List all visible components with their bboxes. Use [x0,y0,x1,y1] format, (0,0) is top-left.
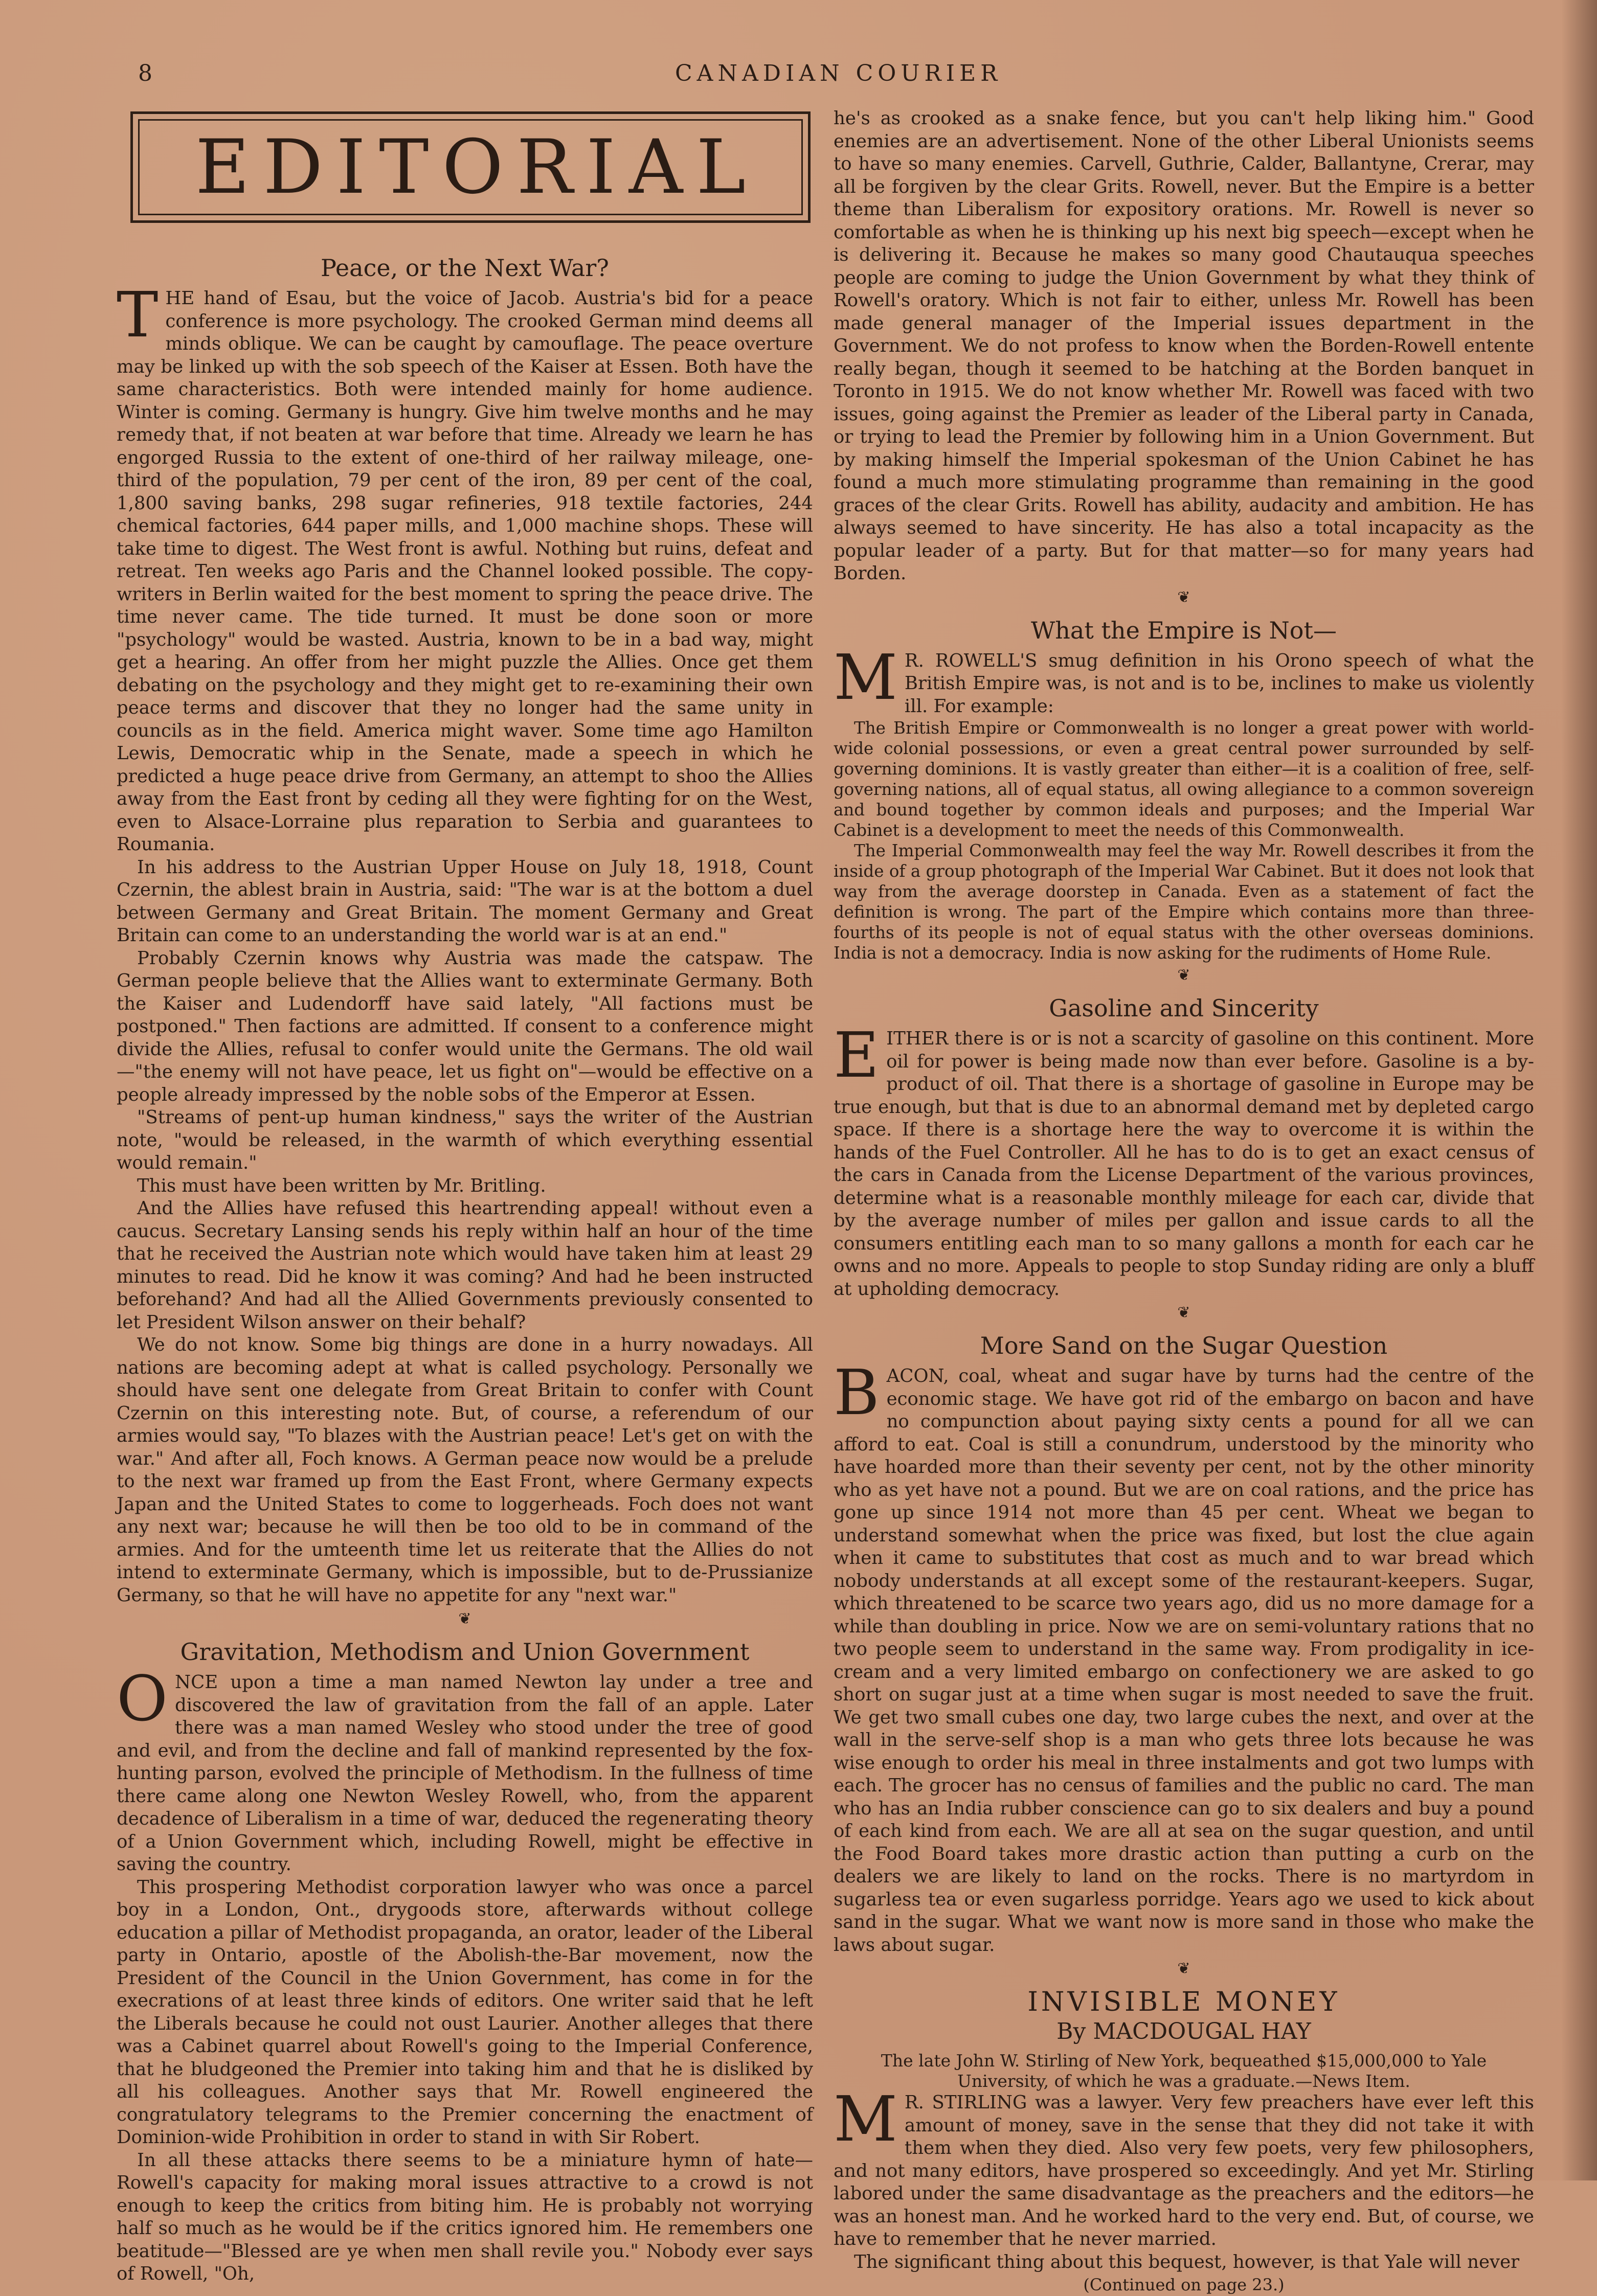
article-byline: By MACDOUGAL HAY [1056,2018,1311,2044]
article-paragraph: This prospering Methodist corporation lawyer who was once a parcel boy in a London, Ont., drygoods store, afterwards without college education a pillar of Methodist propaganda, an orator, leader of the Liberal party in Ontario, apostle of the Abolish-the-Bar movement, now the President of the Council in the Union Government, has come in for the execrations of at least three kinds of editors. One writer said that he left the Liberals because he could not oust Laurier. Another alleges that there was a Cabinet quarrel about Rowell's going to the Imperial Conference, that he bludgeoned the Premier into taking him and that he is disliked by all his colleagues. Another says that Mr. Rowell engineered the congratulatory telegrams to the Premier concerning the enactment of Dominion-wide Prohibition in order to stand in with Sir Robert. [117,1876,813,2148]
quoted-paragraph: The Imperial Commonwealth may feel the way Mr. Rowell describes it from the inside of a group photograph of the Imperial War Cabinet. But it does not look that way from the average doorstep in Canada. Even as a statement of fact the definition is wrong. The part of the Empire which contains more than three-fourths of its people is not of equal status with the other overseas dominions. India is not a democracy. India is now asking for the rudiments of Home Rule. [834,841,1534,963]
editorial-masthead [130,111,811,223]
article-paragraph: This must have been written by Mr. Britling. [137,1175,546,1196]
article-title-sugar: More Sand on the Sugar Question [980,1332,1388,1359]
fleuron-ornament-icon: ❦ [1177,1960,1190,1977]
right-column [834,107,1534,2296]
fleuron-ornament-icon: ❦ [458,1610,471,1628]
article-paragraph: The significant thing about this bequest, however, is that Yale will never [854,2251,1520,2272]
article-paragraph: THE hand of Esau, but the voice of Jacob. Austria's bid for a peace conference is more psychology. The crooked German mind deems all minds oblique. We can be caught by camouflage. The peace overture may be linked up with the sob speech of the Kaiser at Essen. Both have the same characteristics. Both were intended mainly for home audience. Winter is coming. Germany is hungry. Give him twelve months and he may remedy that, if not beaten at war before that time. Already we learn he has engorged Russia to the extent of one-third of her railway mileage, one-third of the population, 79 per cent of the iron, 89 per cent of the coal, 1,800 saving banks, 298 sugar refineries, 918 textile factories, 244 chemical factories, 644 paper mills, and 1,000 machine shops. These will take time to digest. The West front is awful. Nothing but ruins, defeat and retreat. Ten weeks ago Paris and the Channel looked possible. The copy-writers in Berlin waited for the best moment to spring the peace drive. The time never came. The tide turned. It must be done soon or more "psychology" would be wasted. Austria, known to be in a bad way, might get a hearing. An offer from her might puzzle the Allies. Once get them debating on the psychology and they might get to re-examining their own peace terms and discover that they no longer had the same unity in councils as in the field. America might waver. Some time ago Hamilton Lewis, Democratic whip in the Senate, made a speech in which he predicted a huge peace drive from Germany, an attempt to shoo the Allies away from the East front by ceding all they were fighting for on the West, even to Alsace-Lorraine plus reparation to Serbia and guarantees to Roumania. [117,279,813,855]
article-title-empire: What the Empire is Not— [1031,616,1337,644]
article-paragraph: ONCE upon a time a man named Newton lay under a tree and discovered the law of gravitation from the fall of an apple. Later there was a man named Wesley who stood under the tree of good and evil, and from the decline and fall of mankind represented by the fox-hunting parson, evolved the principle of Methodism. In the fullness of time there came along one Newton Wesley Rowell, who, from the apparent decadence of Liberalism in a time of war, deduced the regenerating theory of a Union Government which, including Rowell, might be effective in saving the country. [117,1663,813,1875]
quoted-paragraph: The British Empire or Commonwealth is no longer a great power with world-wide colonial possessions, or even a great central power surrounded by self-governing dominions. It is vastly greater than either—it is a coalition of free, self-governing nations, all of equal status, all owing allegiance to a common sovereign and bound together by common ideals and purposes; and the Imperial War Cabinet is a development to meet the needs of this Commonwealth. [834,718,1534,840]
publication-title: CANADIAN COURIER [675,60,1002,86]
continuation-note: (Continued on page 23.) [1083,2275,1285,2294]
article-paragraph: In all these attacks there seems to be a miniature hymn of hate—Rowell's capacity for making moral issues attractive to a crowd is not enough to keep the critics from biting him. He is probably not worrying half so much as he would be if the critics ignored him. He remembers one beatitude—"Blessed are ye when men shall revile you." Nobody ever says of Rowell, "Oh, [117,2149,813,2284]
article-paragraph: And the Allies have refused this heartrending appeal! without even a caucus. Secretary Lansing sends his reply within half an hour of the time that he received the Austrian note which would have taken him at least 29 minutes to read. Did he know it was coming? And had he been instructed beforehand? And had all the Allied Governments previously consented to let President Wilson answer on their behalf? [117,1198,813,1333]
article-title-invisible-money: INVISIBLE MONEY [1027,1987,1340,2017]
article-paragraph: We do not know. Some big things are done in a hurry nowadays. All nations are becoming adept at what is called psychology. Personally we should have sent one delegate from Great Britain to confer with Count Czernin on this interesting note. But, of course, a referendum of our armies would say, "To blazes with the Austrian peace! Let's get on with the war." And after all, Foch knows. A German peace now would be a prelude to the next war framed up from the East Front, where Germany expects Japan and the United States to come to loggerheads. Foch does not want any next war; because he will then be too old to be in command of the armies. And for the umteenth time let us reiterate that the Allies do not intend to exterminate Germany, which is impossible, but to de-Prussianize Germany, so that he will have no appetite for any "next war." [117,1334,813,1606]
article-paragraph: EITHER there is or is not a scarcity of gasoline on this continent. More oil for power is being made now than ever before. Gasoline is a by-product of oil. That there is a shortage of gasoline in Europe may be true enough, but that is due to an abnormal demand met by depleted cargo space. If there is a shortage here the way to overcome it is within the hands of the Fuel Controller. All he has to do is to get an exact census of the cars in Canada from the License Department of the various provinces, determine what is a reasonable monthly mileage for each car, divide that by the average number of miles per gallon and issue cards to all the consumers entitling each man to so many gallons a month for each car he owns and no more. Appeals to people to stop Sunday riding are only a bluff at upholding democracy. [834,1019,1534,1300]
masthead-inner-frame [138,119,803,215]
page-edge-shadow [1561,0,1597,2180]
article-title-gasoline: Gasoline and Sincerity [1049,994,1319,1022]
article-paragraph: MR. ROWELL'S smug definition in his Orono speech of what the British Empire was, is not and is to be, inclines to make us violently ill. For example: [834,641,1534,717]
article-paragraph: "Streams of pent-up human kindness," says the writer of the Austrian note, "would be released, in the warmth of which everything essential would remain." [117,1107,813,1173]
page-number: 8 [138,60,153,86]
article-title-peace: Peace, or the Next War? [321,254,609,282]
fleuron-ornament-icon: ❦ [1177,588,1190,606]
news-item-note: The late John W. Stirling of New York, bequeathed $15,000,000 to Yale University, of which he was a graduate.—News Item. [881,2051,1487,2091]
masthead-title: EDITORIAL [195,124,759,211]
fleuron-ornament-icon: ❦ [1177,1304,1190,1322]
article-paragraph: BACON, coal, wheat and sugar have by turns had the centre of the economic stage. We have got rid of the embargo on bacon and have no compunction about paying sixty cents a pound for all we can afford to eat. Coal is still a conundrum, understood by the minority who have hoarded more than their seventy per cent, not by the other minority who as yet have not a pound. But we are on coal rations, and the price has gone up since 1914 not more than 45 per cent. Wheat we began to understand somewhat when the price was fixed, but lost the clue again when it came to substitutes that cost as much and to war bread which nobody understands at all except some of the restaurant-keepers. Sugar, which threatened to be scarce two years ago, did us no more damage for a while than doubling in price. Now we are on semi-voluntary rations that no two people seem to understand in the same way. From prodigality in ice-cream and a very limited embargo on confectionery we are asked to go short on sugar just at a time when sugar is most needed to save the fruit. We get two small cubes one day, two large cubes the next, and over at the wall in the serve-self shop is a man who gets three lots because he was wise enough to order his meal in three instalments and got two lumps with each. The grocer has no census of families and the public no card. The man who has an India rubber conscience can go to six dealers and buy a pound of each kind from each. We are all at sea on the sugar question, and until the Food Board takes more drastic action than putting a curb on the dealers we are likely to land on the rocks. There is no martyrdom in sugarless tea or even sugarless porridge. Years ago we used to kick about sand in the sugar. What we want now is more sand in those who make the laws about sugar. [834,1356,1534,1956]
fleuron-ornament-icon: ❦ [1177,966,1190,984]
article-paragraph: he's as crooked as a snake fence, but you can't help liking him." Good enemies are an advertisement. None of the other Liberal Unionists seems to have so many enemies. Carvell, Guthrie, Calder, Ballantyne, Crerar, may all be forgiven by the clear Grits. Rowell, never. But the Empire is a better theme than Liberalism for expository orations. Mr. Rowell is never so comfortable as when he is thinking up his next big speech—except when he is delivering it. Because he makes so many good Chautauqua speeches people are coming to judge the Union Government by what they think of Rowell's oratory. Which is not fair to either, unless Mr. Rowell has been made general manager of the Imperial issues department in the Government. We do not profess to know when the Borden-Rowell entente really began, though it seemed to be hatching at the Borden banquet in Toronto in 1915. We do not know whether Mr. Rowell was faced with two issues, going against the Premier as leader of the Liberal party in Canada, or trying to lead the Premier by following him in a Union Government. But by making himself the Imperial spokesman of the Union Cabinet he has found a much more stimulating programme than remaining in the good graces of the clear Grits. Rowell has ability, audacity and ambition. He has always seemed to have sincerity. He has also a total incapacity as the popular leader of a party. But for that matter—so for many years had Borden. [834,108,1534,584]
article-paragraph: MR. STIRLING was a lawyer. Very few preachers have ever left this amount of money, save in the sense that they did not take it with them when they died. Also very few poets, very few philosophers, and not many editors, have prospered so exceedingly. And yet Mr. Stirling labored under the same disadvantage as the preachers and the editors—he was an honest man. And he worked hard to the very end. But, of course, we have to remember that he never married. [834,2083,1534,2249]
article-paragraph: Probably Czernin knows why Austria was made the catspaw. The German people believe that the Allies want to exterminate Germany. Both the Kaiser and Ludendorff have said lately, "All factions must be postponed." Then factions are admitted. If consent to a conference might divide the Allies, refusal to confer would unite the Germans. The old wail—"the enemy will not have peace, let us fight on"—would be effective on a people already impressed by the noble sobs of the Emperor at Essen. [117,947,813,1105]
article-title-gravitation: Gravitation, Methodism and Union Government [180,1638,750,1666]
article-paragraph: In his address to the Austrian Upper House on July 18, 1918, Count Czernin, the ablest brain in Austria, said: "The war is at the bottom a duel between Germany and Great Britain. The moment Germany and Great Britain can come to an understanding the world war is at an end." [117,856,813,946]
left-column [117,245,813,2286]
